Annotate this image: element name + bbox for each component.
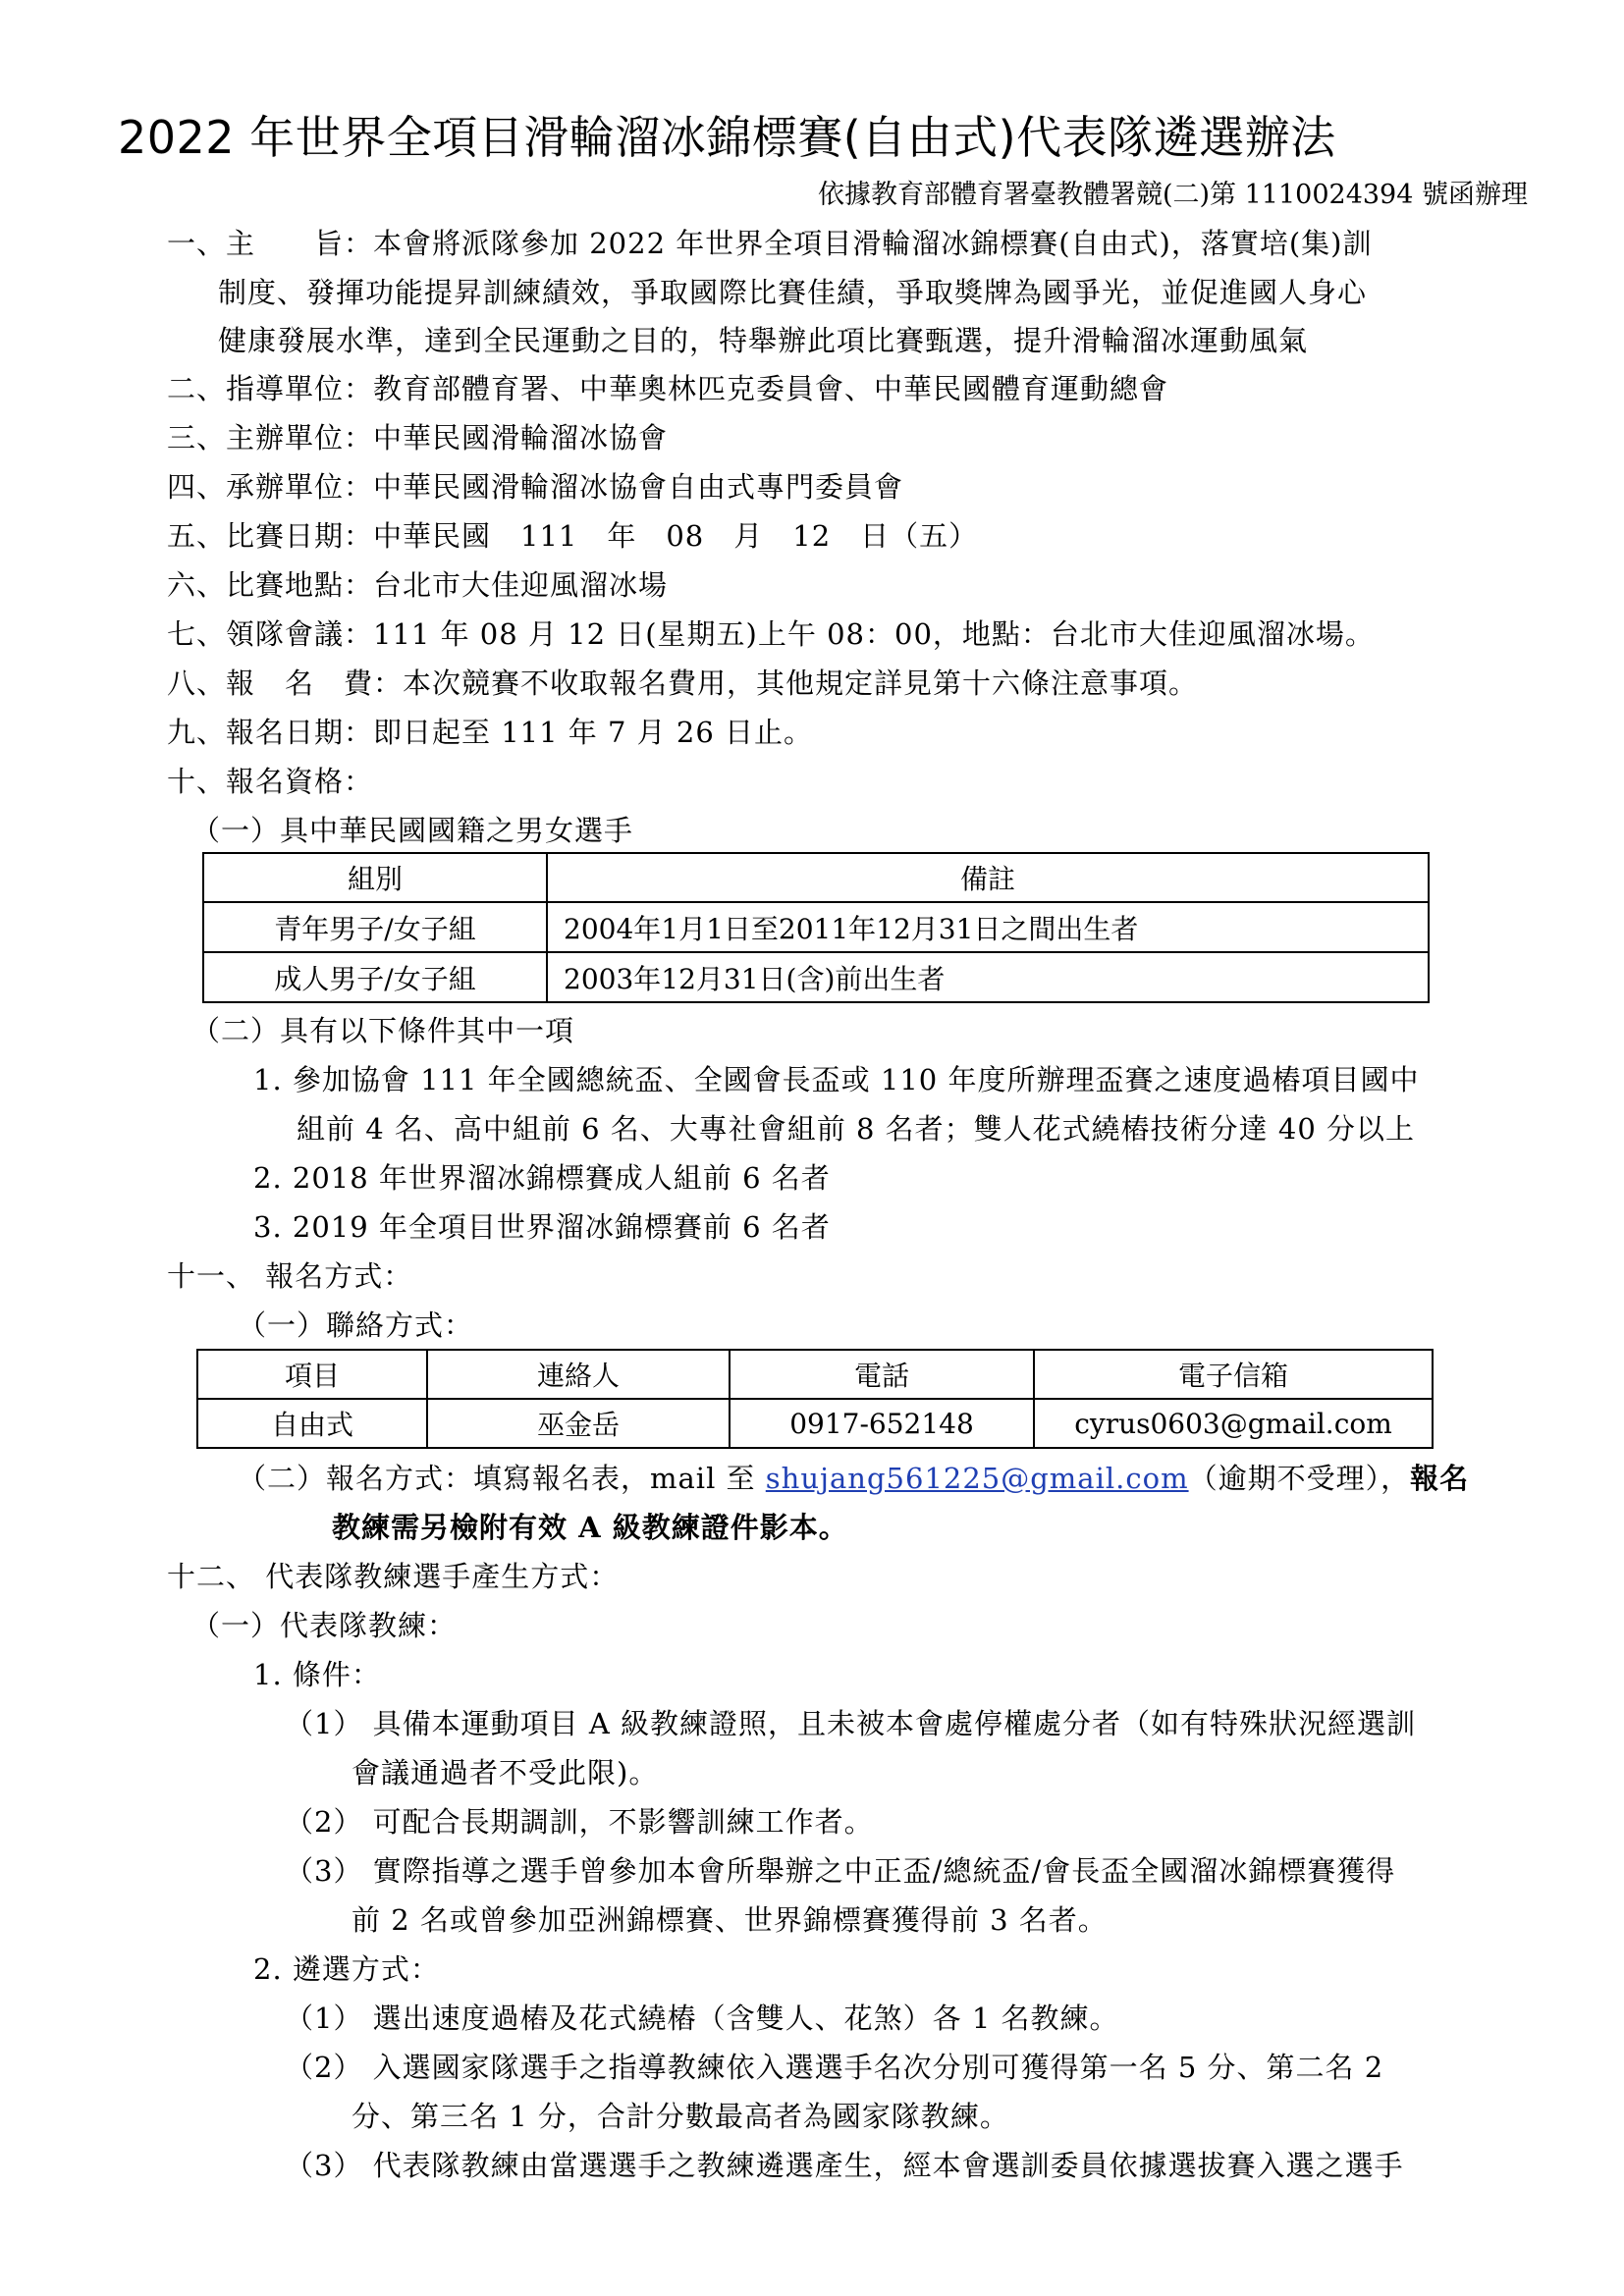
condition-item-2: 2. 2018 年世界溜冰錦標賽成人組前 6 名者 xyxy=(253,1161,831,1195)
section-10-2: （二）具有以下條件其中一項 xyxy=(191,1014,575,1047)
contact-cell: cyrus0603@gmail.com xyxy=(1034,1399,1433,1448)
condition-item-1: 1. 參加協會 111 年全國總統盃、全國會長盃或 110 年度所辦理盃賽之速度過樁項目國中 xyxy=(253,1063,1420,1096)
eligibility-cell: 2003年12月31日(含)前出生者 xyxy=(547,952,1429,1002)
eligibility-header-group: 組別 xyxy=(203,853,547,902)
coach-condition-2: （2） 可配合長期調訓，不影響訓練工作者。 xyxy=(285,1805,874,1839)
contact-cell: 巫金岳 xyxy=(427,1399,730,1448)
purpose-line-3: 健康發展水準，達到全民運動之目的，特舉辦此項比賽甄選，提升滑輪溜冰運動風氣 xyxy=(218,324,1309,357)
signup-bold-note: 報名 xyxy=(1410,1462,1470,1495)
table-row xyxy=(197,1399,1433,1448)
document-title: 2022 年世界全項目滑輪溜冰錦標賽(自由式)代表隊遴選辦法 xyxy=(118,111,1336,164)
contact-header: 連絡人 xyxy=(427,1350,730,1399)
signup-email-link[interactable]: shujang561225@gmail.com xyxy=(765,1462,1189,1495)
section-4: 四、承辦單位：中華民國滑輪溜冰協會自由式專門委員會 xyxy=(167,470,904,504)
selection-2: （2） 入選國家隊選手之指導教練依入選選手名次分別可獲得第一名 5 分、第二名 2 xyxy=(285,2051,1384,2084)
section-10: 十、報名資格： xyxy=(167,765,374,798)
signup-text: （二）報名方式：填寫報名表，mail 至 xyxy=(238,1462,766,1495)
coach-condition-1: （1） 具備本運動項目 A 級教練證照，且未被本會處停權處分者（如有特殊狀況經選訓 xyxy=(285,1707,1417,1740)
section-5: 五、比賽日期：中華民國 111 年 08 月 12 日（五） xyxy=(167,519,979,553)
purpose-line-2: 制度、發揮功能提昇訓練績效，爭取國際比賽佳績，爭取獎牌為國爭光，並促進國人身心 xyxy=(218,276,1368,309)
section-8: 八、報 名 費：本次競賽不收取報名費用，其他規定詳見第十六條注意事項。 xyxy=(167,667,1199,700)
section-10-1: （一）具中華民國國籍之男女選手 xyxy=(191,814,634,847)
table-row xyxy=(203,902,1429,952)
eligibility-cell: 成人男子/女子組 xyxy=(203,952,547,1002)
section-12: 十二、 代表隊教練選手產生方式： xyxy=(167,1560,620,1593)
section-9: 九、報名日期：即日起至 111 年 7 月 26 日止。 xyxy=(167,716,814,749)
purpose-line-1: 一、主 旨：本會將派隊參加 2022 年世界全項目滑輪溜冰錦標賽(自由式)，落實培(集)訓 xyxy=(167,227,1373,260)
contact-header: 項目 xyxy=(197,1350,427,1399)
selection-2-cont: 分、第三名 1 分，合計分數最高者為國家隊教練。 xyxy=(352,2100,1009,2133)
condition-item-3: 3. 2019 年全項目世界溜冰錦標賽前 6 名者 xyxy=(253,1210,831,1244)
contact-cell: 自由式 xyxy=(197,1399,427,1448)
section-7: 七、領隊會議：111 年 08 月 12 日(星期五)上午 08：00，地點：台北市大佳迎風溜冰場。 xyxy=(167,617,1375,651)
section-2: 二、指導單位：教育部體育署、中華奧林匹克委員會、中華民國體育運動總會 xyxy=(167,372,1169,405)
contact-header: 電子信箱 xyxy=(1034,1350,1433,1399)
eligibility-header-note: 備註 xyxy=(547,853,1429,902)
coach-condition-1-cont: 會議通過者不受此限)。 xyxy=(352,1756,659,1789)
section-12-1-2: 2. 遴選方式： xyxy=(253,1952,440,1986)
selection-3: （3） 代表隊教練由當選選手之教練遴選產生，經本會選訓委員依據選拔賽入選之選手 xyxy=(285,2149,1404,2182)
signup-bold-note-cont: 教練需另檢附有效 A 級教練證件影本。 xyxy=(332,1511,848,1544)
section-11-1: （一）聯絡方式： xyxy=(238,1308,474,1342)
section-12-1-1: 1. 條件： xyxy=(253,1658,381,1691)
section-3: 三、主辦單位：中華民國滑輪溜冰協會 xyxy=(167,421,669,454)
contact-cell: 0917-652148 xyxy=(730,1399,1034,1448)
section-11: 十一、 報名方式： xyxy=(167,1259,413,1293)
coach-condition-3-cont: 前 2 名或曾參加亞洲錦標賽、世界錦標賽獲得前 3 名者。 xyxy=(352,1903,1108,1937)
eligibility-table xyxy=(202,852,1430,1003)
table-row xyxy=(203,952,1429,1002)
coach-condition-3: （3） 實際指導之選手曾參加本會所舉辦之中正盃/總統盃/會長盃全國溜冰錦標賽獲得 xyxy=(285,1854,1396,1888)
reference-line: 依據教育部體育署臺教體署競(二)第 1110024394 號函辦理 xyxy=(817,180,1528,210)
contact-table xyxy=(196,1349,1434,1449)
eligibility-cell: 青年男子/女子組 xyxy=(203,902,547,952)
section-6: 六、比賽地點：台北市大佳迎風溜冰場 xyxy=(167,568,669,602)
eligibility-cell: 2004年1月1日至2011年12月31日之間出生者 xyxy=(547,902,1429,952)
section-12-1: （一）代表隊教練： xyxy=(191,1609,458,1642)
selection-1: （1） 選出速度過樁及花式繞樁（含雙人、花煞）各 1 名教練。 xyxy=(285,2002,1119,2035)
condition-item-1-cont: 組前 4 名、高中組前 6 名、大專社會組前 8 名者；雙人花式繞樁技術分達 40 分以上 xyxy=(297,1112,1416,1146)
contact-header: 電話 xyxy=(730,1350,1034,1399)
signup-suffix: （逾期不受理）， xyxy=(1188,1462,1411,1495)
section-11-2 xyxy=(238,1457,1469,1497)
